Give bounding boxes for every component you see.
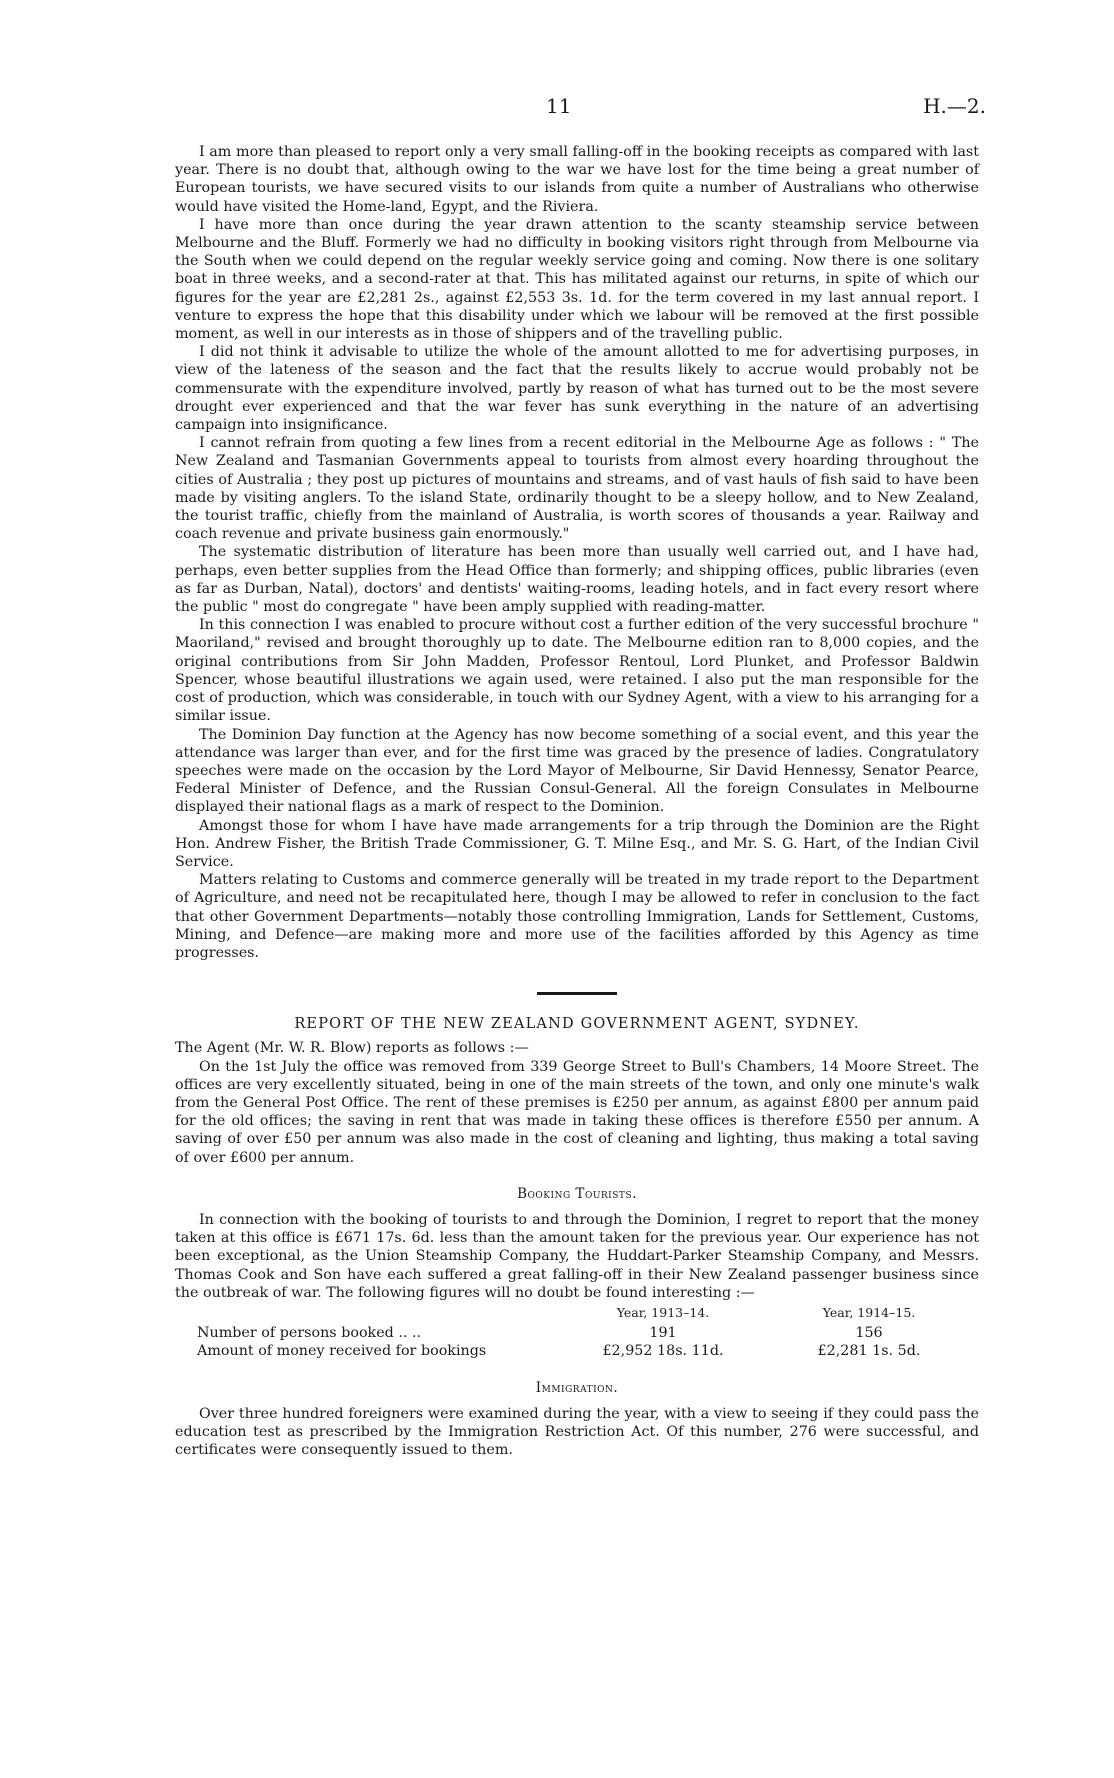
paragraph: The Dominion Day function at the Agency has now become something of a social event, and this year the attendance was larger than ever, and for the first time was graced by the presence of ladies. Congratulatory speeches were made on the occasion by the Lord Mayor of Melbourne, Sir David Hennessy, Senator Pearce, Federal Minister of Defence, and the Russian Consul-General. All the foreign Consulates in Melbourne displayed their national flags as a mark of respect to the Dominion. [175,726,979,816]
paragraph: I have more than once during the year drawn attention to the scanty steamship service between Melbourne and the Bluff. Formerly we had no difficulty in booking visitors right through from Melbourne via the South when we could depend on the regular weekly service going and coming. Now there is one solitary boat in three weeks, and a second-rater at that. This has militated against our returns, in spite of which our figures for the year are £2,281 2s., against £2,553 3s. 1d. for the term covered in my last annual report. I venture to express the hope that this disability under which we labour will be removed at the first possible moment, as well in our interests as in those of shippers and of the travelling public. [175,216,979,343]
row-label: Amount of money received for bookings [197,1343,487,1360]
column-header: Year, 1913–14. [616,1304,710,1320]
paragraph: I cannot refrain from quoting a few lines from a recent editorial in the Melbourne Age as follows : " The New Zealand and Tasmanian Governments appeal to tourists from almost every hoarding throughout the cities of Australia ; they post up pictures of mountains and streams, and of vast hauls of fish said to have been made by visiting anglers. To the island State, ordinarily thought to be a sleepy hollow, and to New Zealand, the tourist traffic, chiefly from the mainland of Australia, is worth scores of thousands a year. Railway and coach revenue and private business gain enormously." [175,435,979,543]
cell-value: £2,281 1s. 5d. [817,1343,921,1360]
paragraph: Over three hundred foreigners were examined during the year, with a view to seeing if they could pass the education test as prescribed by the Immigration Restriction Act. Of this number, 276 were successful, and certificates were consequently issued to them. [175,1405,979,1459]
table-header-row [175,1304,972,1324]
paragraph: Matters relating to Customs and commerce generally will be treated in my trade report to the Department of Agriculture, and need not be recapitulated here, though I may be allowed to refer in conclusion to the fact that other Government Departments—notably those controlling Immigration, Lands for Settlement, Customs, Mining, and Defence—are making more and more use of the facilities afforded by this Agency as time progresses. [175,872,979,961]
paragraph: I did not think it advisable to utilize the whole of the amount allotted to me for advertising purposes, in view of the lateness of the season and the fact that the results likely to accrue would probably not be commensurate with the expenditure involved, partly by reason of what has turned out to be the most severe drought ever experienced and that the war fever has sunk everything in the nature of an advertising campaign into insignificance. [175,344,979,434]
column-header: Year, 1914–15. [822,1304,916,1320]
section-heading: Immigration. [535,1379,619,1396]
paragraph: I am more than pleased to report only a very small falling-off in the booking receipts as compared with last year. There is no doubt that, although owing to the war we have lost for the time being a great number of European tourists, we have secured visits to our islands from quite a number of Australians who otherwise would have visited the Home-land, Egypt, and the Riviera. [175,144,979,215]
table-row [175,1324,972,1342]
section-heading: Booking Tourists. [517,1185,637,1202]
paragraph: In connection with the booking of tourists to and through the Dominion, I regret to report that the money taken at this office is £671 17s. 6d. less than the amount taken for the previous year. Our experience has not been exceptional, as the Union Steamship Company, the Huddart-Parker Steamship Company, and Messrs. Thomas Cook and Son have each suffered a great falling-off in their New Zealand passenger business since the outbreak of war. The following figures will no doubt be found interesting :— [175,1211,979,1301]
paragraph: The systematic distribution of literature has been more than usually well carried out, and I have had, perhaps, even better supplies from the Head Office than formerly; and shipping offices, public libraries (even as far as Durban, Natal), doctors' and dentists' waiting-rooms, leading hotels, and in fact every resort where the public " most do congregate " have been amply supplied with reading-matter. [175,544,979,616]
section-divider [537,992,617,995]
row-label: Number of persons booked .. .. [197,1325,422,1342]
page-number: 11 [546,94,572,118]
page-header [0,94,1114,124]
cell-value: £2,952 18s. 11d. [602,1343,724,1360]
report-intro: The Agent (Mr. W. R. Blow) reports as follows :— [175,1040,529,1057]
paragraph: On the 1st July the office was removed from 339 George Street to Bull's Chambers, 14 Moore Street. The offices are very excellently situated, being in one of the main streets of the town, and only one minute's walk from the General Post Office. The rent of these premises is £250 per annum, as against £800 per annum paid for the old offices; the saving in rent that was made in taking these offices is therefore £550 per annum. A saving of over £50 per annum was also made in the cost of cleaning and lighting, thus making a total saving of over £600 per annum. [175,1058,979,1166]
paragraph: Amongst those for whom I have have made arrangements for a trip through the Dominion are the Right Hon. Andrew Fisher, the British Trade Commissioner, G. T. Milne Esq., and Mr. S. G. Hart, of the Indian Civil Service. [175,817,979,870]
booking-figures-table [175,1304,972,1361]
cell-value: 156 [855,1325,883,1342]
page-body [175,143,979,1459]
document-reference: H.—2. [923,94,986,118]
cell-value: 191 [649,1325,677,1342]
table-row [175,1342,972,1360]
report-title: REPORT OF THE NEW ZEALAND GOVERNMENT AGENT, SYDNEY. [294,1016,860,1033]
paragraph: In this connection I was enabled to procure without cost a further edition of the very successful brochure " Maoriland," revised and brought thoroughly up to date. The Melbourne edition ran to 8,000 copies, and the original contributions from Sir John Madden, Professor Rentoul, Lord Plunket, and Professor Baldwin Spencer, whose beautiful illustrations we again used, were retained. I also put the man responsible for the cost of production, which was considerable, in touch with our Sydney Agent, with a view to his arranging for a similar issue. [175,617,979,725]
